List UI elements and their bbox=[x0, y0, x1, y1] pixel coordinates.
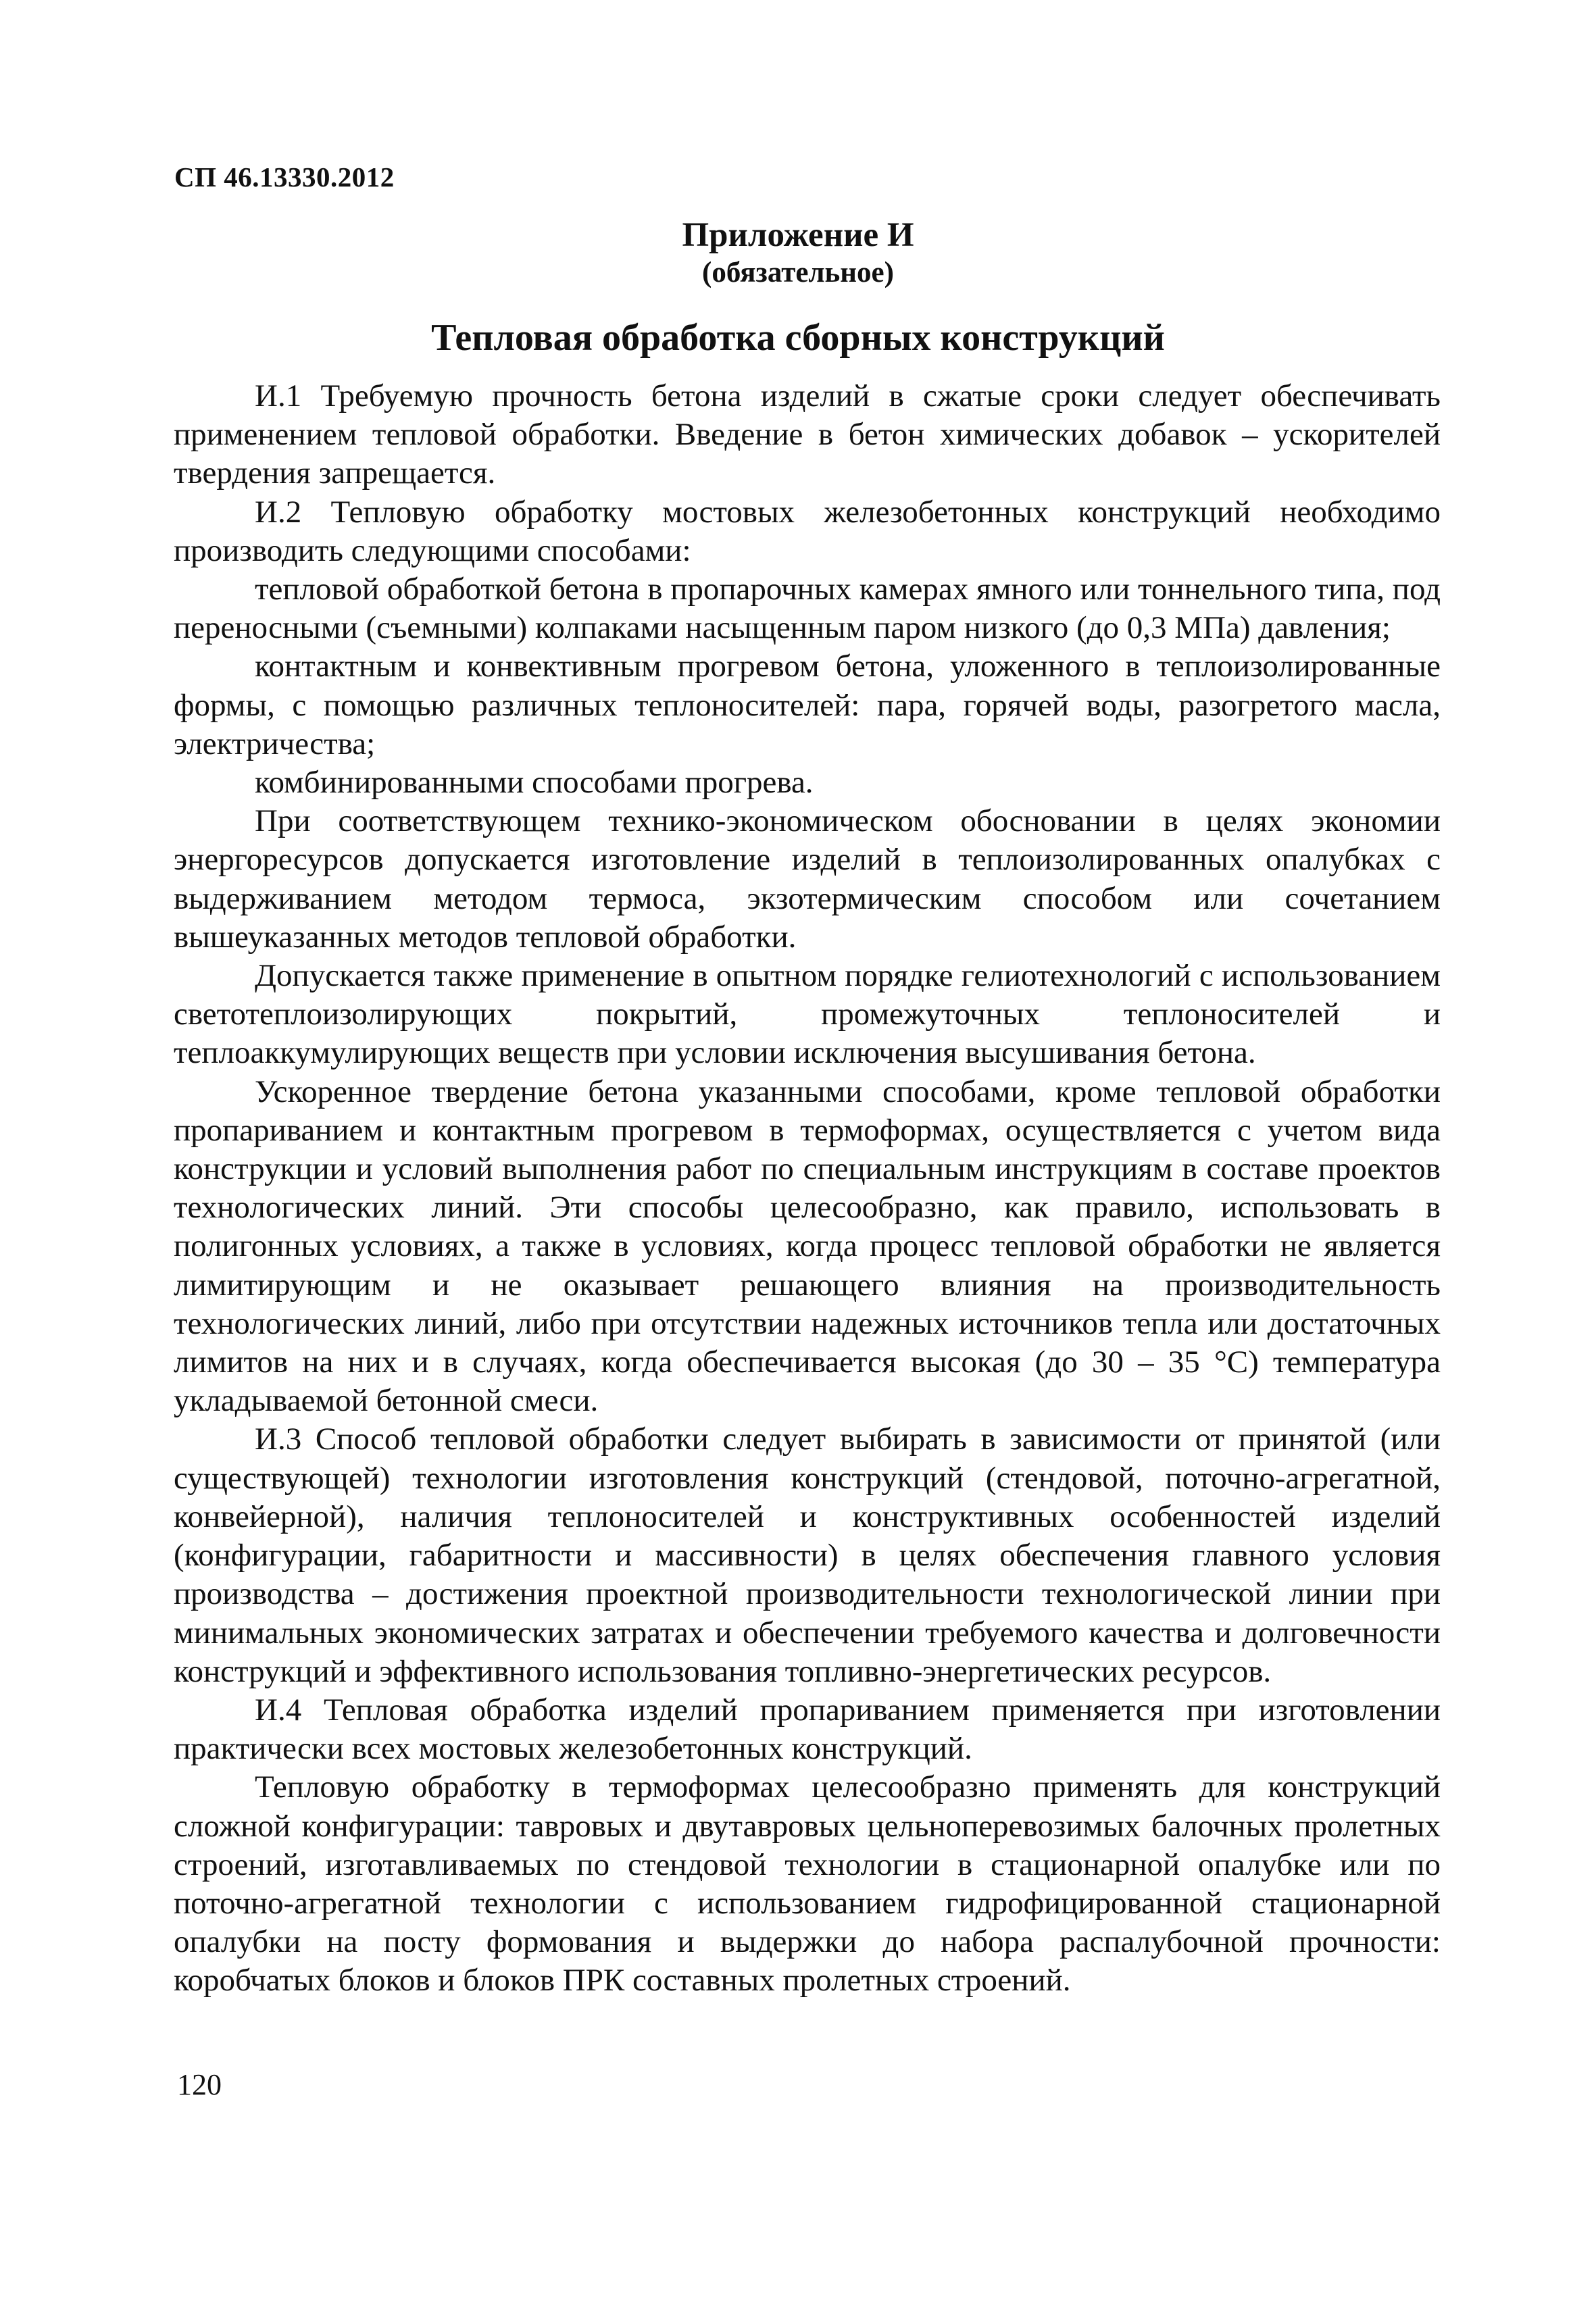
list-item-steam-chambers: тепловой обработкой бетона в пропарочных камерах ямного или тоннельного типа, под переносными (съемными) колпаками насыщенным паром низкого (до 0,3 МПа) давления; bbox=[174, 572, 1441, 646]
body-text bbox=[174, 377, 1441, 2001]
paragraph-helio: Допускается также применение в опытном порядке гелиотехнологий с использованием светотеплоизолирующих покрытий, промежуточных теплоносителей и теплоаккумулирующих веществ при условии исключения высушивания бетона. bbox=[174, 958, 1441, 1071]
section-heading: Тепловая обработка сборных конструкций bbox=[431, 317, 1165, 359]
page-number: 120 bbox=[177, 2068, 222, 2101]
paragraph-i1: И.1 Требуемую прочность бетона изделий в сжатые сроки следует обеспечивать применением тепловой обработки. Введение в бетон химических добавок – ускорителей твердения запрещается. bbox=[174, 378, 1441, 491]
paragraph-energy-saving: При соответствующем технико-экономическом обосновании в целях экономии энергоресурсов допускается изготовление изделий в теплоизолированных опалубках с выдерживанием методом термоса, экзотермическим способом или сочетанием вышеуказанных методов тепловой обработки. bbox=[174, 803, 1441, 955]
paragraph-thermoforms: Тепловую обработку в термоформах целесообразно применять для конструкций сложной конфигурации: тавровых и двутавровых цельноперевозимых балочных пролетных строений, изготавливаемых по стендовой технологии в стационарной опалубке или по поточно-агрегатной технологии с использованием гидрофицированной стационарной опалубки на посту формования и выдержки до набора распалубочной прочности: коробчатых блоков и блоков ПРК составных пролетных строений. bbox=[174, 1769, 1441, 1998]
document-code: СП 46.13330.2012 bbox=[174, 161, 395, 193]
appendix-title: Приложение И bbox=[682, 216, 914, 254]
paragraph-accelerated-hardening: Ускоренное твердение бетона указанными способами, кроме тепловой обработки пропариванием и контактным прогревом в термоформах, осуществляется с учетом вида конструкции и условий выполнения работ по специальным инструкциям в составе проектов технологических линий. Эти способы целесообразно, как правило, использовать в полигонных условиях, а также в условиях, когда процесс тепловой обработки не является лимитирующим и не оказывает решающего влияния на производительность технологических линий, либо при отсутствии надежных источников тепла или достаточных лимитов на них и в случаях, когда обеспечивается высокая (до 30 – 35 °С) температура укладываемой бетонной смеси. bbox=[174, 1074, 1441, 1419]
appendix-status: (обязательное) bbox=[702, 257, 894, 288]
list-item-contact-heating: контактным и конвективным прогревом бетона, уложенного в теплоизолированные формы, с помощью различных теплоносителей: пара, горячей воды, разогретого масла, электричества; bbox=[174, 649, 1441, 761]
paragraph-i2: И.2 Тепловую обработку мостовых железобетонных конструкций необходимо производить следующими способами: bbox=[174, 494, 1441, 568]
paragraph-i3: И.3 Способ тепловой обработки следует выбирать в зависимости от принятой (или существующей) технологии изготовления конструкций (стендовой, поточно-агрегатной, конвейерной), наличия теплоносителей и конструктивных особенностей изделий (конфигурации, габаритности и массивности) в целях обеспечения главного условия производства – достижения проектной производительности технологической линии при минимальных экономических затратах и обеспечении требуемого качества и долговечности конструкций и эффективного использования топливно-энергетических ресурсов. bbox=[174, 1422, 1441, 1689]
paragraph-i4: И.4 Тепловая обработка изделий пропариванием применяется при изготовлении практически всех мостовых железобетонных конструкций. bbox=[174, 1692, 1441, 1767]
list-item-combined: комбинированными способами прогрева. bbox=[255, 765, 814, 801]
